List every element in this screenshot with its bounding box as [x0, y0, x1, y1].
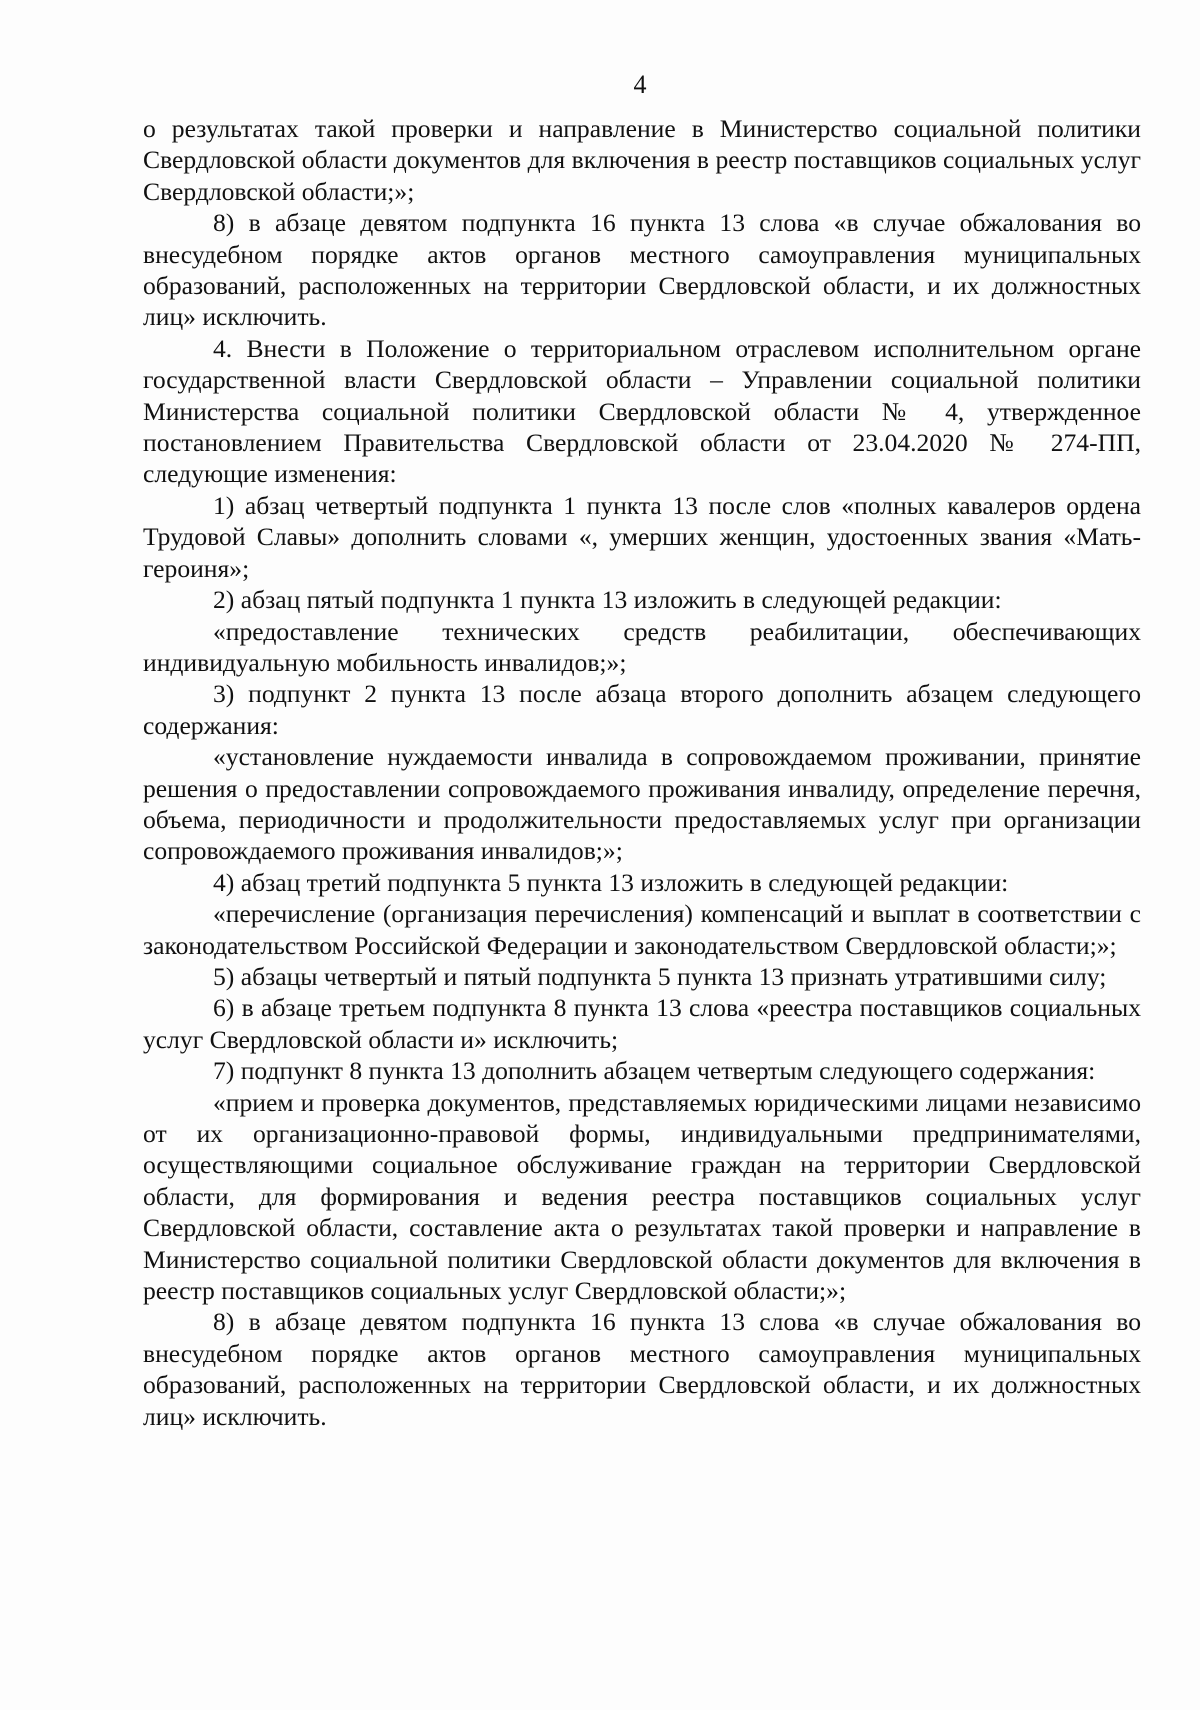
paragraph: «предоставление технических средств реабилитации, обеспечивающих индивидуальную мобильность инвалидов;»; [143, 616, 1141, 677]
paragraph: 2) абзац пятый подпункта 1 пункта 13 изложить в следующей редакции: [213, 585, 1002, 615]
paragraph: «перечисление (организация перечисления) компенсаций и выплат в соответствии с законодательством Российской Федерации и законодательством Свердловской области;»; [143, 899, 1141, 960]
document-body [143, 113, 1141, 1432]
page-number: 4 [633, 70, 647, 99]
paragraph: «установление нуждаемости инвалида в сопровождаемом проживании, принятие решения о предоставлении сопровождаемого проживания инвалиду, определение перечня, объема, периодичности и продолжительности предоставляемых услуг при организации сопровождаемого проживания инвалидов;»; [143, 742, 1141, 866]
paragraph: 7) подпункт 8 пункта 13 дополнить абзацем четвертым следующего содержания: [213, 1056, 1096, 1086]
paragraph: 8) в абзаце девятом подпункта 16 пункта 13 слова «в случае обжалования во внесудебном порядке актов органов местного самоуправления муниципальных образований, расположенных на территории Свердловской области, и их должностных лиц» исключить. [143, 208, 1141, 332]
paragraph: о результатах такой проверки и направление в Министерство социальной политики Свердловской области документов для включения в реестр поставщиков социальных услуг Свердловской области;»; [143, 114, 1141, 206]
paragraph: 8) в абзаце девятом подпункта 16 пункта 13 слова «в случае обжалования во внесудебном порядке актов органов местного самоуправления муниципальных образований, расположенных на территории Свердловской области, и их должностных лиц» исключить. [143, 1307, 1141, 1431]
paragraph: 6) в абзаце третьем подпункта 8 пункта 13 слова «реестра поставщиков социальных услуг Свердловской области и» исключить; [143, 993, 1141, 1054]
paragraph: 4. Внести в Положение о территориальном отраслевом исполнительном органе государственной власти Свердловской области – Управлении социальной политики Министерства социальной политики Свердловской области № 4, утвержденное постановлением Правительства Свердловской области от 23.04.2020 № 274-ПП, следующие изменения: [143, 333, 1141, 489]
paragraph: 1) абзац четвертый подпункта 1 пункта 13 после слов «полных кавалеров ордена Трудовой Славы» дополнить словами «, умерших женщин, удостоенных звания «Мать-героиня»; [143, 490, 1141, 583]
paragraph: 5) абзацы четвертый и пятый подпункта 5 пункта 13 признать утратившими силу; [213, 961, 1107, 991]
paragraph: «прием и проверка документов, представляемых юридическими лицами независимо от их организационно-правовой формы, индивидуальными предпринимателями, осуществляющими социальное обслуживание граждан на территории Свердловской области, для формирования и ведения реестра поставщиков социальных услуг Свердловской области, составление акта о результатах такой проверки и направление в Министерство социальной политики Свердловской области документов для включения в реестр поставщиков социальных услуг Свердловской области;»; [143, 1087, 1141, 1306]
paragraph: 4) абзац третий подпункта 5 пункта 13 изложить в следующей редакции: [213, 867, 1009, 897]
paragraph: 3) подпункт 2 пункта 13 после абзаца второго дополнить абзацем следующего содержания: [143, 679, 1141, 740]
